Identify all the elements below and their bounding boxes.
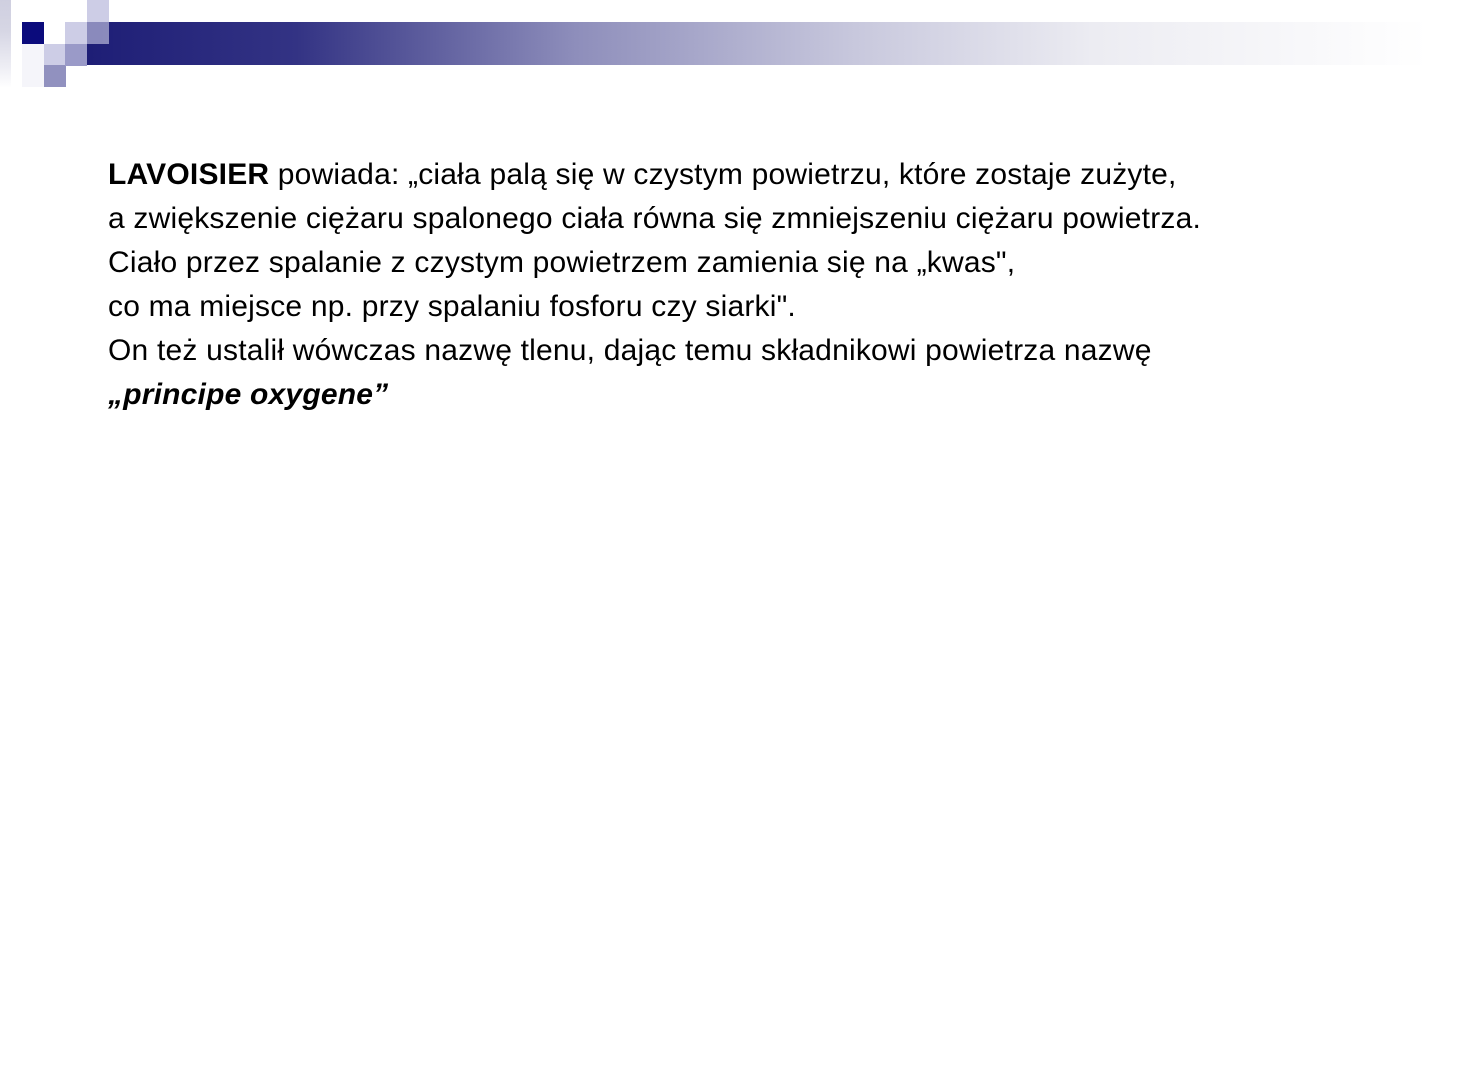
decor-square-faint bbox=[22, 44, 44, 87]
header-gradient-bar bbox=[87, 22, 1484, 65]
decor-square-medium-purple bbox=[65, 44, 87, 66]
decor-square-medium-purple bbox=[44, 65, 66, 87]
decor-square-lavender bbox=[44, 44, 66, 66]
decor-square-overlay bbox=[87, 22, 109, 44]
body-text bbox=[108, 153, 1448, 417]
text-line bbox=[108, 153, 1448, 197]
decor-square-navy bbox=[22, 22, 44, 44]
text-segment: a zwiększenie ciężaru spalonego ciała równa się zmniejszeniu ciężaru powietrza. bbox=[108, 202, 1202, 235]
decor-square-lavender bbox=[87, 0, 109, 22]
text-line bbox=[108, 329, 1448, 373]
text-segment: LAVOISIER bbox=[108, 158, 270, 191]
decor-square-lavender bbox=[65, 22, 87, 44]
text-line bbox=[108, 241, 1448, 285]
text-line bbox=[108, 285, 1448, 329]
text-segment: On też ustalił wówczas nazwę tlenu, dając temu składnikowi powietrza nazwę bbox=[108, 334, 1152, 367]
text-line bbox=[108, 197, 1448, 241]
text-segment: Ciało przez spalanie z czystym powietrzem zamienia się na „kwas", bbox=[108, 246, 1016, 279]
text-segment: co ma miejsce np. przy spalaniu fosforu czy siarki". bbox=[108, 290, 796, 323]
text-segment: „principe oxygene” bbox=[108, 378, 389, 411]
text-line bbox=[108, 373, 1448, 417]
text-segment: powiada: „ciała palą się w czystym powietrzu, które zostaje zużyte, bbox=[269, 158, 1177, 191]
left-gradient-strip bbox=[0, 0, 11, 88]
